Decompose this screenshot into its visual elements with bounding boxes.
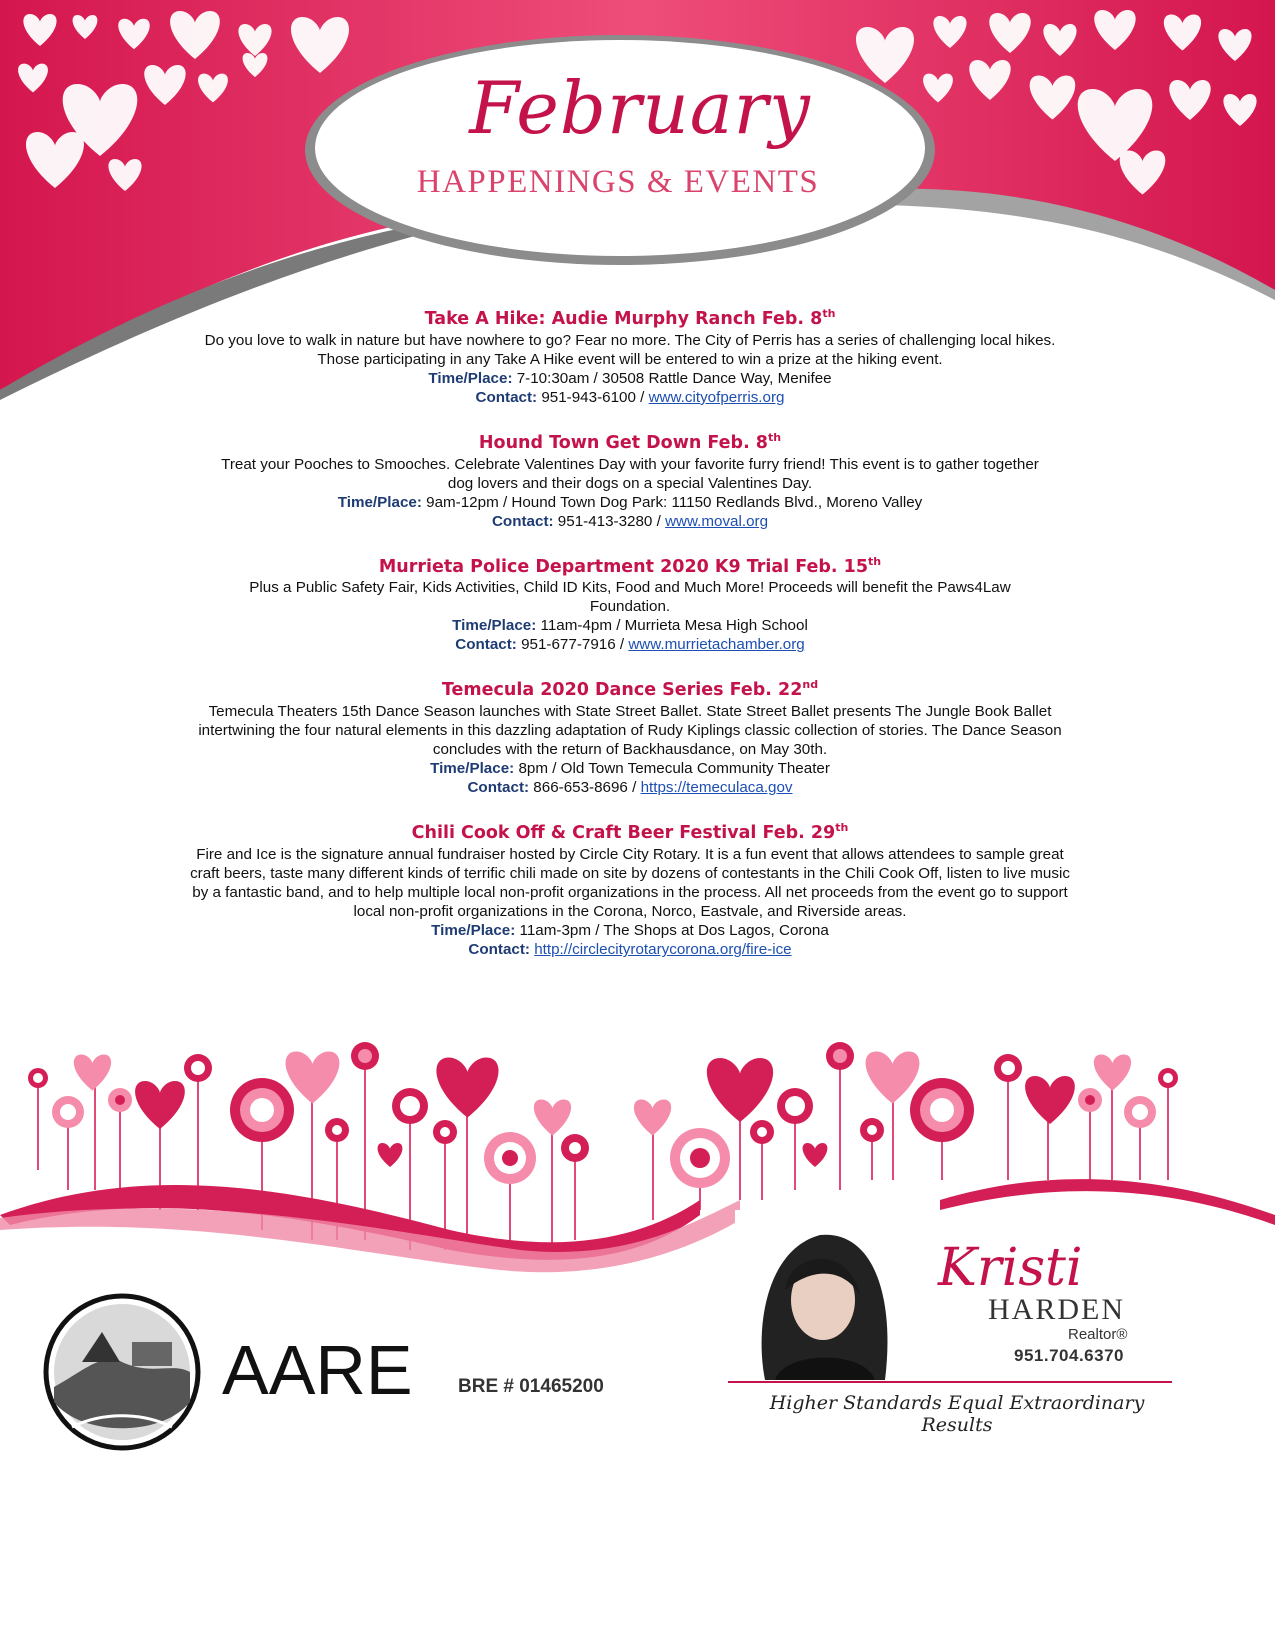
event-title: Take A Hike: Audie Murphy Ranch Feb. 8th [424, 307, 836, 329]
event-description: Do you love to walk in nature but have nowhere to go? Fear no more. The City of Perris has a series of challenging local hikes. Those participating in any Take A Hike event will be entered to win a prize at the hiking event. [204, 331, 1056, 368]
event-link[interactable]: www.moval.org [665, 512, 769, 530]
event-link[interactable]: www.cityofperris.org [648, 388, 785, 406]
bre-number: BRE # 01465200 [458, 1376, 604, 1397]
event-title: Temecula 2020 Dance Series Feb. 22nd [441, 678, 819, 701]
event-time-place: Time/Place: 7-10:30am / 30508 Rattle Dance Way, Menifee [428, 369, 832, 387]
event-take-a-hike [190, 302, 1070, 407]
event-chili-cook-off [190, 816, 1070, 959]
agent-photo [735, 1210, 905, 1380]
event-link[interactable]: https://temeculaca.gov [640, 779, 793, 797]
event-contact: Contact: 951-677-7916 / www.murrietachamber.org [455, 636, 805, 654]
header-subtitle: HAPPENINGS & EVENTS [416, 164, 820, 200]
agent-last-name: HARDEN [988, 1293, 1125, 1326]
aare-logo-icon [42, 1292, 202, 1452]
event-hound-town [190, 426, 1070, 531]
event-description: Fire and Ice is the signature annual fundraiser hosted by Circle City Rotary. It is a fun event that allows attendees to sample great craft beers, taste many different kinds of terrific chili made on site by dozens of contestants in the Chili Cook Off, listen to live music by a fantastic band, and to help multiple local non-profit organizations in the process. All net proceeds from the event go to support local non-profit organizations in the Corona, Norco, Eastvale, and Riverside areas. [190, 846, 1070, 921]
header-script-title: February [469, 66, 811, 150]
event-link[interactable]: http://circlecityrotarycorona.org/fire-ice [534, 941, 792, 959]
event-time-place: Time/Place: 11am-4pm / Murrieta Mesa High School [452, 617, 808, 635]
event-description: Treat your Pooches to Smooches. Celebrate Valentines Day with your favorite furry friend! This event is to gather together dog lovers and their dogs on a special Valentines Day. [221, 455, 1039, 492]
brokerage-name: AARE [222, 1331, 413, 1409]
agent-title: Realtor® [1068, 1326, 1128, 1343]
event-title: Murrieta Police Department 2020 K9 Trial Feb. 15th [378, 554, 882, 577]
events-list [190, 302, 1070, 978]
agent-phone: 951.704.6370 [1014, 1346, 1124, 1365]
event-dance-series [190, 673, 1070, 797]
event-time-place: Time/Place: 8pm / Old Town Temecula Community Theater [430, 760, 830, 778]
event-title: Hound Town Get Down Feb. 8th [478, 430, 782, 453]
event-link[interactable]: www.murrietachamber.org [628, 636, 805, 654]
event-time-place: Time/Place: 11am-3pm / The Shops at Dos Lagos, Corona [431, 922, 829, 940]
event-description: Plus a Public Safety Fair, Kids Activities, Child ID Kits, Food and Much More! Proceeds will benefit the Paws4Law Foundation. [249, 579, 1011, 616]
agent-first-name: Kristi [938, 1238, 1083, 1298]
agent-tagline: Higher Standards Equal Extraordinary Results [769, 1392, 1145, 1436]
event-contact: Contact: 951-943-6100 / www.cityofperris.org [475, 388, 785, 406]
event-description: Temecula Theaters 15th Dance Season launches with State Street Ballet. State Street Ballet presents The Jungle Book Ballet intertwining the four natural elements in this dazzling adaptation of Rudy Kiplings classic collection of stories. The Dance Season concludes with the return of Backhausdance, on May 30th. [198, 703, 1062, 759]
event-contact: Contact: http://circlecityrotarycorona.org/fire-ice [468, 941, 792, 959]
event-title: Chili Cook Off & Craft Beer Festival Feb. 29th [411, 821, 849, 844]
event-time-place: Time/Place: 9am-12pm / Hound Town Dog Park: 11150 Redlands Blvd., Moreno Valley [337, 493, 923, 511]
event-contact: Contact: 866-653-8696 / https://temeculaca.gov [467, 779, 793, 797]
event-contact: Contact: 951-413-3280 / www.moval.org [491, 512, 769, 530]
event-k9-trial [190, 550, 1070, 655]
